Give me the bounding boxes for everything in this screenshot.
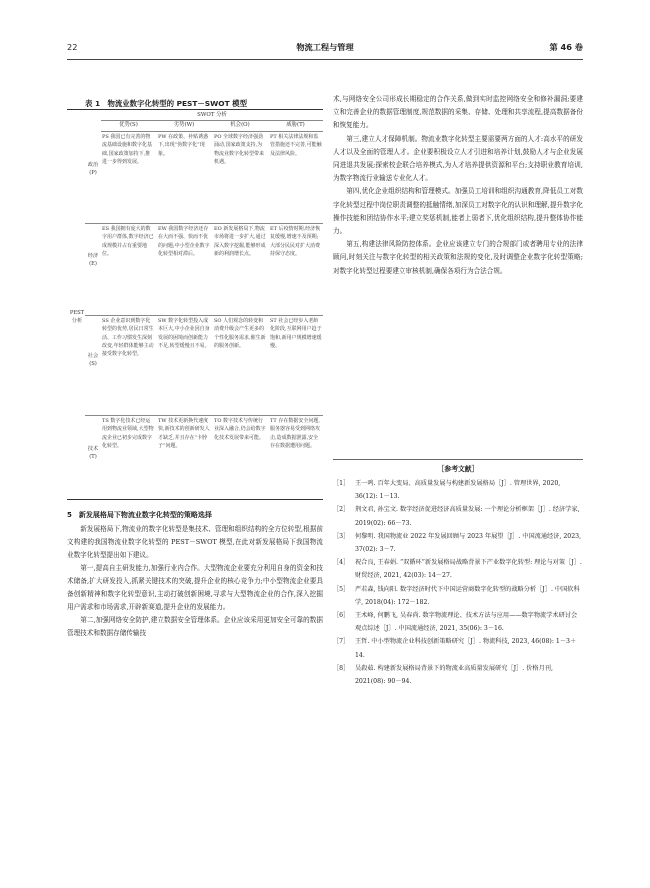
reference-text: 何黎明. 我国物流业 2022 年发展回顾与 2023 年展望［J］. 中国流通经济, 2023, 37(02): 3－7. [355, 532, 582, 554]
reference-item [333, 503, 583, 529]
col-head-threats: 威胁(T) [286, 122, 305, 128]
cell-ps: PS 我国已有完善的物流基础设施和数字化基础,国家政策加持下,推进一步得到发展。 [102, 134, 153, 165]
reference-number: ［4］ [333, 559, 350, 567]
col-head-opportunities: 机会(O) [230, 122, 250, 128]
reference-item [333, 530, 583, 556]
reference-text: 王一鸣. 百年大变局、高质量发展与构建新发展格局［J］. 管理世界, 2020, 36(12): 1－13. [355, 480, 561, 501]
right-paragraph: 术,与网络安全公司形成长期稳定的合作关系,做到实时监控网络安全和修补漏洞;要建立和完善企业的数据管理制度,规范数据的采集、存储、处理和共享流程,提高数据备份和恢复能力。 [333, 95, 583, 130]
cell-eo: EO 新发展格局下,物流市场将进一步扩大,通过深入数字挖掘,能够形成新的利润增长点。 [214, 226, 266, 257]
reference-text: 王哲. 中小型物流企业科技创新策略研究［J］. 物流科技, 2023, 46(08): 1－3＋14. [355, 638, 577, 659]
cell-sw: SW 数字化转型投入成本巨大,中小企业因自身发展的困境而创新能力不足,转型缓慢且不易。 [158, 318, 210, 349]
section-heading: 5 新发展格局下物流业数字化转型的策略选择 [67, 511, 212, 519]
reference-text: 荆文君, 孙宝文. 数字经济促进经济高质量发展: 一个理论分析框架［J］. 经济学家, 2019(02): 66－73. [355, 506, 580, 527]
cell-st: ST 社会已经步入老龄化阶段,互联网用户趋于饱和,新用户规模增速缓慢。 [270, 318, 322, 349]
reference-number: ［6］ [333, 612, 350, 620]
row-label-political: 政治 (P) [87, 162, 99, 177]
table-bottom-rule [67, 499, 323, 500]
cell-po: PO 全球数字经济强劲涌动,国家政策支持,为物流业数字化转型带来机遇。 [214, 134, 265, 165]
swot-title: SWOT 分析 [197, 112, 227, 118]
row-label-social: 社会 (S) [87, 353, 99, 368]
references-rule [333, 459, 583, 460]
pest-swot-table [67, 109, 323, 500]
reference-item [333, 583, 583, 609]
row-label-technology: 技术 (T) [87, 446, 99, 461]
cell-pw: PW 在政策、补贴诱惑下,出现“伪数字化”现象。 [158, 134, 209, 157]
col-head-weaknesses: 劣势(W) [173, 122, 195, 128]
reference-text: 王术峰, 何鹏飞, 吴春尚. 数字物流理论、技术方法与应用——数字物流学术研讨会观点综述［J］. 中国流通经济, 2021, 35(06): 3－16. [355, 612, 578, 633]
cell-tw: TW 技术更新换代速度快,新技术的创新研发人才缺乏,并且存在“卡脖子”问题。 [158, 418, 210, 449]
table-top-rule [67, 109, 323, 110]
cell-ts: TS 数字化技术已经运用到物流业领域,大型物流企业已初步完成数字化转型。 [102, 418, 154, 449]
right-column [333, 93, 583, 686]
page-number: 22 [67, 42, 78, 52]
cell-ew: EW 我国数字经济还存在大而不强、快而不优的问题;中小型企业数字化转型相对滞后。 [158, 226, 210, 257]
pest-analysis-label: PEST 分析 [69, 310, 85, 325]
references-title: ［参考文献］ [437, 465, 479, 473]
left-paragraph: 第一,提高自主研发能力,加强行业内合作。大型物流企业要充分利用自身的资金和技术储备,扩大研发投入,抓紧关键技术的突破,提升企业的核心竞争力;中小型物流企业要具备创新精神和数字化转型意识,主动打破创新困境,寻求与大型物流企业的合作,深入挖掘用户需求和市场需求,开辟新赛道,提升企业的发展能力。 [67, 564, 323, 611]
page-header [67, 40, 583, 58]
reference-number: ［2］ [333, 506, 350, 514]
reference-item [333, 556, 583, 582]
header-rule-bottom [101, 131, 323, 132]
right-body-text [333, 93, 583, 278]
reference-item [333, 635, 583, 661]
journal-title: 物流工程与管理 [296, 42, 354, 52]
cell-es: ES 我国拥有庞大的数字用户群体,数字经济已成规模并占有重要地位。 [102, 226, 154, 257]
reference-item [333, 662, 583, 688]
row-divider-1 [85, 223, 323, 224]
reference-number: ［7］ [333, 638, 350, 646]
row-label-economic: 经济 (E) [87, 253, 99, 268]
reference-item [333, 609, 583, 635]
reference-item [333, 477, 583, 503]
cell-et: ET 后疫情时期,经济恢复缓慢,增速不及预期;大部分民民对扩大消费持保守态度。 [270, 226, 321, 257]
header-rule [67, 59, 583, 60]
reference-number: ［5］ [333, 585, 350, 593]
reference-text: 祝合良, 王春娟. “双循环”新发展格局战略背景下产业数字化转型: 理论与对策［J］. 财贸经济, 2021, 42(03): 14－27. [355, 559, 582, 580]
cell-so: SO 人们观念的转变和消费升级会产生更多的个性化服务需求,催生新的服务创新。 [214, 318, 266, 349]
reference-number: ［8］ [333, 664, 350, 672]
row-divider-2 [85, 315, 323, 316]
reference-number: ［3］ [333, 532, 350, 540]
row-divider-3 [85, 415, 323, 416]
table-caption: 表 1 物流业数字化转型的 PEST－SWOT 模型 [85, 99, 247, 108]
right-paragraph: 第四,优化企业组织结构和管理模式。加强员工培训和组织沟通教育,降低员工对数字化转型过程中岗位职责调整的抵触情绪,加深员工对数字化的认识和理解,提升数字化操作技能和团结协作水平;建立奖惩机制,能者上弱者下,优化组织结构,提升整体协作能力。 [333, 187, 583, 236]
right-paragraph: 第五,构建法律风险防控体系。企业应该建立专门的合规部门或者聘用专业的法律顾问,时刻关注与数字化转型的相关政策和法规的变化,及时调整企业数字化转型策略;对数字化转型过程要建立审核机制,确保各项行为合法合规。 [333, 240, 583, 275]
cell-ss: SS 企业意识到数字化转型的优势,居民日常生活、工作习惯发生深刻改变,年轻群体能够主动接受数字化转型。 [102, 318, 154, 358]
left-paragraph: 新发展格局下,物流业的数字化转型是集技术、管理和组织结构的全方位转型,根据前文构建的我国物流业数字化转型的 PEST－SWOT 模型,在此对新发展格局下我国物流业数字化转型提出如下建议。 [67, 525, 323, 559]
cell-pt: PT 相关法律法规和监管措施还不完善,可能触及法律风险。 [270, 134, 322, 157]
cell-to: TO 数字技术与传统行业深入融合,仍会给数字化技术发展带来可能。 [214, 418, 266, 441]
volume-label: 第 46 卷 [549, 42, 583, 52]
reference-number: ［1］ [333, 480, 350, 487]
reference-list [333, 477, 583, 688]
left-paragraph: 第二,加强网络安全防护,建立数据安全管理体系。企业应该采用更加安全可靠的数据管理技术和数据存储传输技 [67, 616, 323, 637]
cell-tt: TT 存在数据安全问题,服务器容易受到网络攻击,造成数据泄露,安全存在数据遭用问题。 [270, 418, 321, 449]
right-paragraph: 第三,建立人才保障机制。物流业数字化转型主要需要两方面的人才:高水平的研发人才以及全面的管理人才。企业要积极设立人才引进和培养计划,鼓励人才与企业发展同进退共发展;探索校企联合培养模式,为人才培养提供资源和平台;支持职业教育培训,为数字物流行业输送专业化人才。 [333, 134, 583, 183]
reference-text: 严若森, 钱向阳. 数字经济时代下中国运营商数字化转型的战略分析［J］. 中国软科学, 2018(04): 172－182. [355, 585, 580, 606]
left-body-text [67, 523, 323, 640]
col-head-strengths: 优势(S) [119, 122, 138, 128]
reference-text: 吴殺茹. 构建新发展格局背景下的物流业高质量发展研究［J］. 价格月刊, 2021(08): 90－94. [355, 664, 553, 686]
